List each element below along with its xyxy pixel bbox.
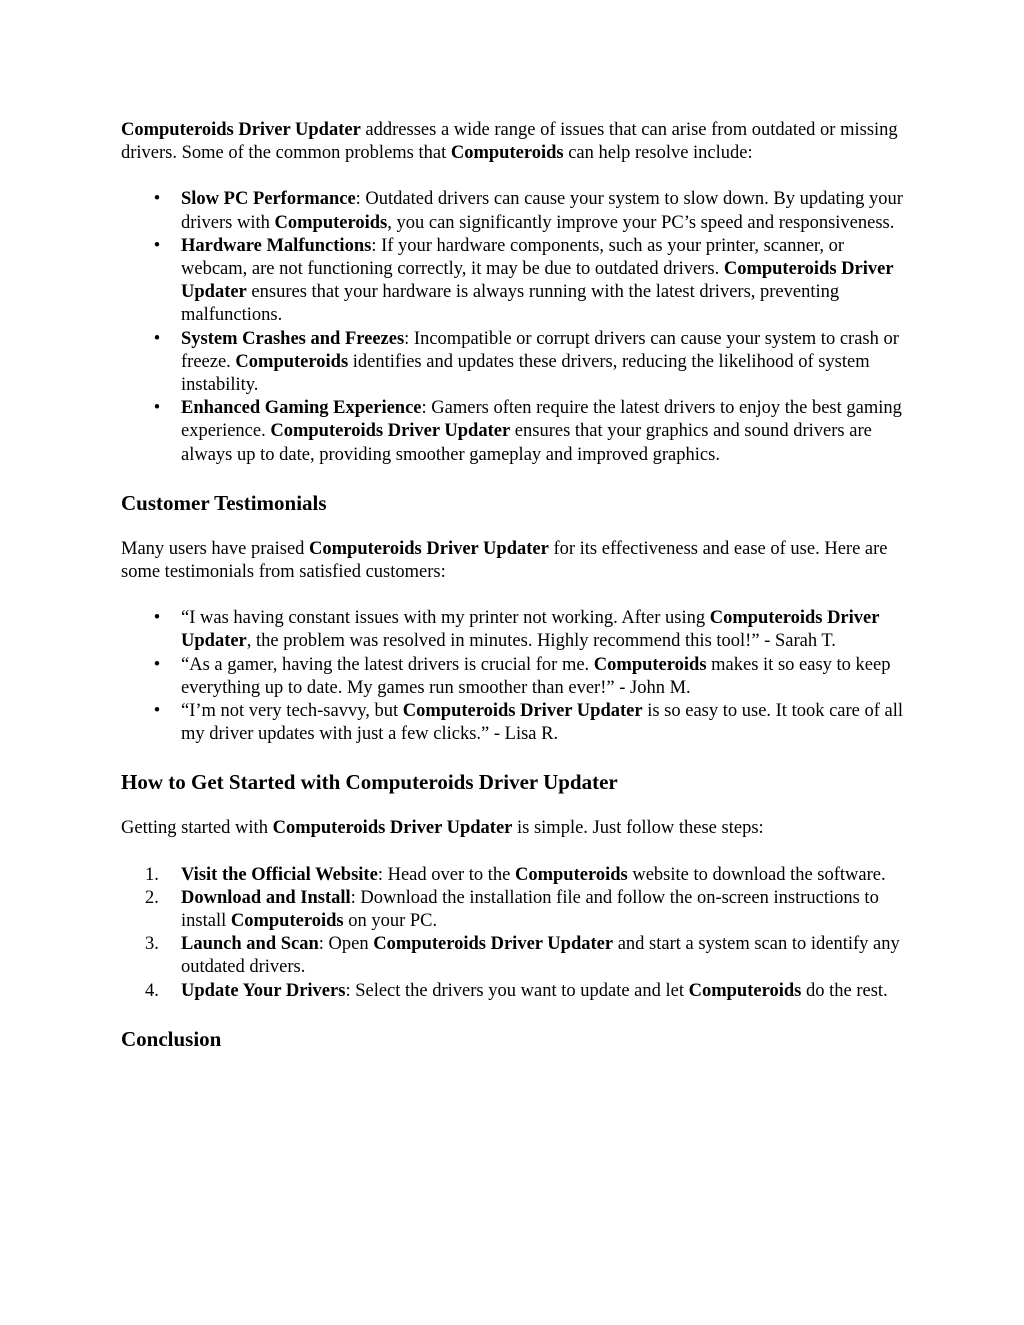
list-item bbox=[121, 980, 914, 1003]
step-text: : Open bbox=[318, 934, 374, 955]
testimonials-heading: Customer Testimonials bbox=[121, 490, 327, 515]
step-brand: Computeroids bbox=[688, 980, 802, 1001]
testimonials-list bbox=[121, 607, 914, 746]
bullet-icon: • bbox=[153, 398, 161, 419]
step-number: 3. bbox=[145, 934, 159, 955]
testimonial-brand: Computeroids Driver Updater bbox=[402, 701, 643, 722]
step-title: Download and Install bbox=[181, 887, 351, 908]
bullet-icon: • bbox=[153, 701, 161, 722]
testimonial-text: is so easy to use. It took care of all my driver updates with just a few clicks.” - Lisa R. bbox=[181, 701, 904, 745]
intro-text-2: can help resolve include: bbox=[563, 143, 753, 164]
bullet-icon: • bbox=[153, 654, 161, 675]
problem-text: : Gamers often require the latest drivers to enjoy the best gaming experience. bbox=[181, 398, 902, 442]
problem-title: System Crashes and Freezes bbox=[181, 328, 405, 349]
intro-paragraph bbox=[121, 119, 914, 165]
testimonials-intro-text: for its effectiveness and ease of use. Here are some testimonials from satisfied customers: bbox=[121, 538, 888, 583]
list-item bbox=[121, 328, 914, 398]
step-number: 4. bbox=[145, 980, 159, 1001]
testimonial-text: “As a gamer, having the latest drivers is crucial for me. bbox=[181, 654, 594, 675]
steps-list bbox=[121, 864, 914, 1003]
bullet-icon: • bbox=[153, 328, 161, 349]
list-item bbox=[121, 607, 914, 653]
problem-title: Enhanced Gaming Experience bbox=[181, 398, 422, 419]
problem-brand: Computeroids bbox=[235, 351, 349, 372]
list-item bbox=[121, 654, 914, 700]
step-text: : Download the installation file and follow the on-screen instructions to install bbox=[181, 887, 879, 932]
problem-text: : Outdated drivers can cause your system to slow down. By updating your drivers with bbox=[181, 189, 903, 233]
problem-text: , you can significantly improve your PC’s speed and responsiveness. bbox=[387, 212, 895, 233]
getting-started-intro-text: is simple. Just follow these steps: bbox=[512, 818, 764, 839]
step-title: Visit the Official Website bbox=[181, 864, 378, 885]
step-text: do the rest. bbox=[801, 980, 888, 1001]
bullet-icon: • bbox=[153, 235, 161, 256]
problem-text: identifies and updates these drivers, reducing the likelihood of system instability. bbox=[181, 351, 870, 396]
conclusion-heading: Conclusion bbox=[121, 1026, 222, 1051]
list-item bbox=[121, 887, 914, 933]
step-brand: Computeroids bbox=[230, 911, 344, 932]
list-item bbox=[121, 864, 914, 887]
step-text: website to download the software. bbox=[627, 864, 886, 885]
step-text: and start a system scan to identify any outdated drivers. bbox=[181, 934, 900, 978]
testimonial-text: makes it so easy to keep everything up to date. My games run smoother than ever!” - John M. bbox=[181, 654, 891, 698]
getting-started-intro bbox=[121, 817, 914, 840]
problem-text: : If your hardware components, such as your printer, scanner, or webcam, are not functioning correctly, it may be due to outdated drivers. bbox=[181, 235, 844, 280]
testimonial-brand: Computeroids bbox=[593, 654, 707, 675]
testimonials-intro-brand: Computeroids Driver Updater bbox=[309, 538, 549, 559]
testimonial-text: “I was having constant issues with my printer not working. After using bbox=[181, 608, 710, 629]
step-number: 1. bbox=[145, 864, 159, 885]
step-brand: Computeroids bbox=[514, 864, 628, 885]
testimonials-intro bbox=[121, 538, 914, 584]
bullet-icon: • bbox=[153, 189, 161, 210]
step-title: Update Your Drivers bbox=[181, 980, 346, 1001]
problem-brand: Computeroids Driver Updater bbox=[270, 421, 511, 442]
bullet-icon: • bbox=[153, 608, 161, 629]
step-text: on your PC. bbox=[343, 911, 438, 932]
list-item bbox=[121, 700, 914, 746]
intro-brand-short: Computeroids bbox=[450, 143, 564, 164]
intro-text-1: addresses a wide range of issues that can arise from outdated or missing drivers. Some of the common problems that bbox=[121, 120, 898, 164]
testimonial-text: “I’m not very tech-savvy, but bbox=[181, 701, 403, 722]
list-item bbox=[121, 933, 914, 979]
problem-brand: Computeroids bbox=[274, 212, 388, 233]
testimonial-brand: Computeroids Driver Updater bbox=[181, 608, 880, 652]
step-number: 2. bbox=[145, 887, 159, 908]
problem-text: ensures that your hardware is always running with the latest drivers, preventing malfunctions. bbox=[181, 282, 840, 326]
problem-text: : Incompatible or corrupt drivers can cause your system to crash or freeze. bbox=[181, 328, 899, 372]
list-item bbox=[121, 235, 914, 328]
problem-title: Slow PC Performance bbox=[181, 189, 356, 210]
getting-started-intro-brand: Computeroids Driver Updater bbox=[272, 818, 513, 839]
step-title: Launch and Scan bbox=[181, 934, 319, 955]
step-text: : Select the drivers you want to update and let bbox=[345, 980, 689, 1001]
testimonials-intro-text: Many users have praised bbox=[121, 538, 310, 559]
problem-text: ensures that your graphics and sound drivers are always up to date, providing smoother gameplay and improved graphics. bbox=[181, 421, 872, 465]
step-text: : Head over to the bbox=[377, 864, 515, 885]
problem-title: Hardware Malfunctions bbox=[181, 235, 372, 256]
getting-started-intro-text: Getting started with bbox=[121, 818, 273, 839]
step-brand: Computeroids Driver Updater bbox=[373, 934, 614, 955]
testimonial-text: , the problem was resolved in minutes. Highly recommend this tool!” - Sarah T. bbox=[246, 631, 836, 652]
problem-brand: Computeroids Driver Updater bbox=[181, 259, 894, 303]
intro-brand-full: Computeroids Driver Updater bbox=[121, 120, 361, 140]
list-item bbox=[121, 397, 914, 467]
problems-list bbox=[121, 188, 914, 466]
getting-started-heading: How to Get Started with Computeroids Driver Updater bbox=[121, 770, 618, 795]
list-item bbox=[121, 188, 914, 234]
